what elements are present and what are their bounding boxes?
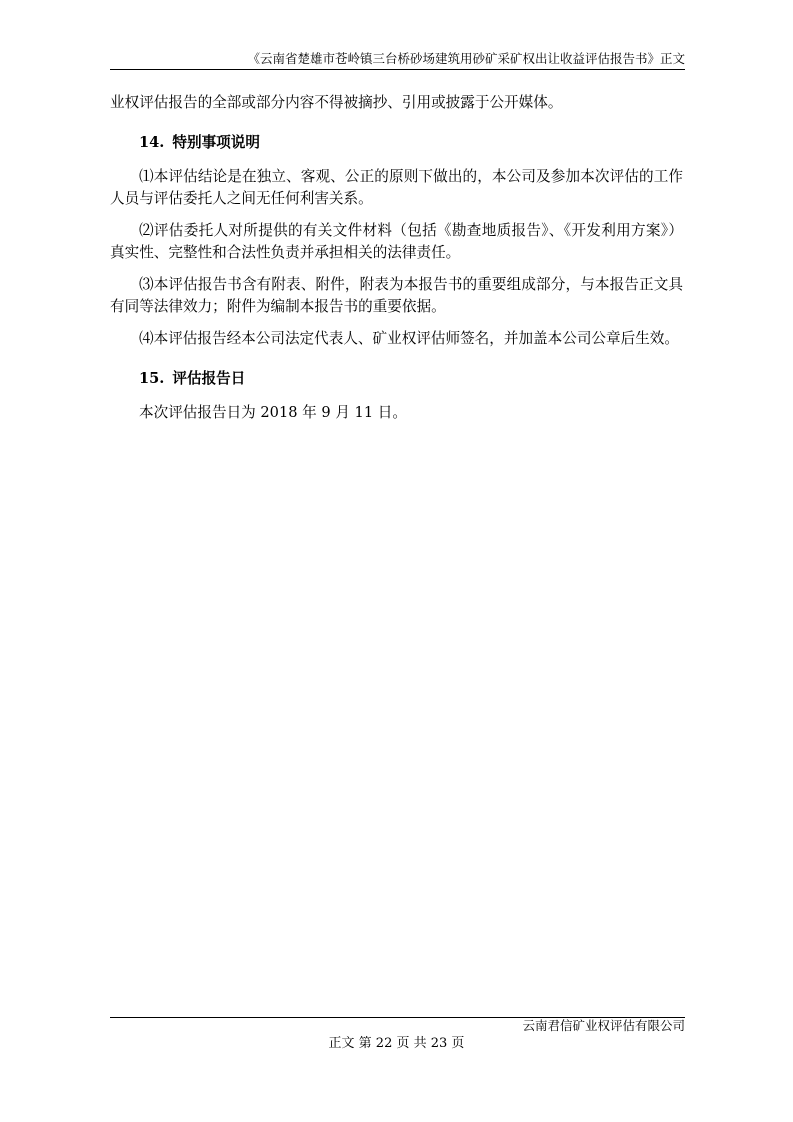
special-item-2: ⑵评估委托人对所提供的有关文件材料（包括《勘查地质报告》、《开发利用方案》）真实性、完整性和合法性负责并承担相关的法律责任。: [110, 222, 683, 261]
report-date-paragraph: 本次评估报告日为 2018 年 9 月 11 日。: [139, 404, 407, 421]
header-rule: [110, 69, 685, 70]
document-body: [110, 92, 683, 434]
section-15-number: 15.: [139, 370, 165, 387]
section-15-heading: [110, 368, 683, 390]
section-14-number: 14.: [139, 134, 165, 151]
section-14-title: 特别事项说明: [172, 134, 260, 151]
special-item-1: ⑴本评估结论是在独立、客观、公正的原则下做出的，本公司及参加本次评估的工作人员与评估委托人之间无任何利害关系。: [110, 168, 683, 207]
company-name: 云南君信矿业权评估有限公司: [522, 1018, 685, 1033]
continuation-paragraph: 业权评估报告的全部或部分内容不得被摘抄、引用或披露于公开媒体。: [110, 94, 563, 111]
section-14-heading: [110, 132, 683, 154]
running-header: 《云南省楚雄市苍岭镇三台桥砂场建筑用砂矿采矿权出让收益评估报告书》正文: [247, 51, 685, 66]
special-item-4: ⑷本评估报告经本公司法定代表人、矿业权评估师签名，并加盖本公司公章后生效。: [139, 330, 679, 347]
page-number: 正文 第 22 页 共 23 页: [328, 1036, 465, 1051]
section-15-title: 评估报告日: [172, 370, 246, 387]
special-item-3: ⑶本评估报告书含有附表、附件，附表为本报告书的重要组成部分，与本报告正文具有同等法律效力；附件为编制本报告书的重要依据。: [110, 276, 683, 315]
